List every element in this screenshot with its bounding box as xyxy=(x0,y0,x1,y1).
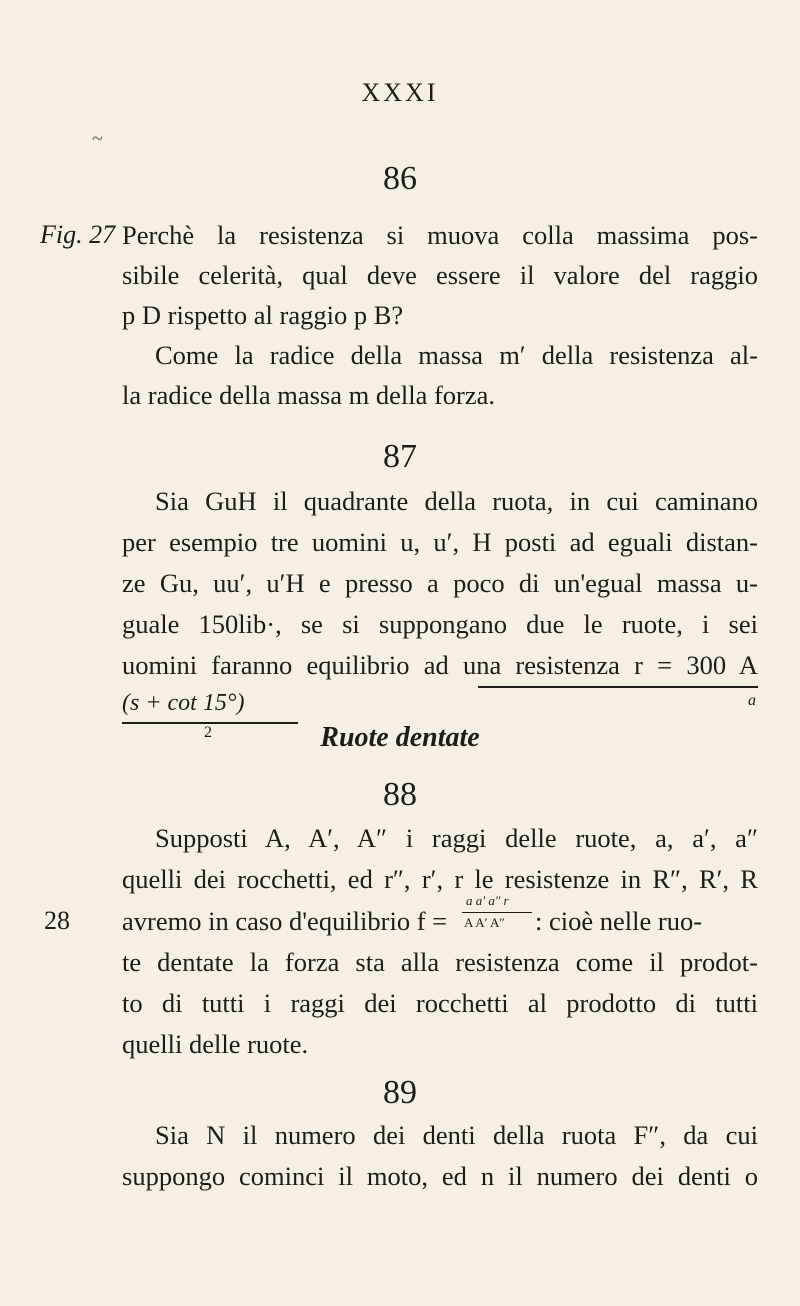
paragraph-line: sibile celerità, qual deve essere il valore del raggio xyxy=(122,260,758,290)
formula-numerator: a a′ a″ r xyxy=(466,893,509,908)
paragraph-line: per esempio tre uomini u, u′, H posti ad eguali distan- xyxy=(122,527,758,557)
section-number-89: 89 xyxy=(383,1074,417,1111)
fraction-numerator: (s + cot 15°) xyxy=(122,690,245,716)
paragraph-line: suppongo cominci il moto, ed n il numero dei denti o xyxy=(122,1161,758,1191)
margin-note-fig xyxy=(40,220,115,250)
paragraph-line: uomini faranno equilibrio ad una resistenza r = 300 A xyxy=(122,650,758,680)
paragraph-line: Sia GuH il quadrante della ruota, in cui caminano xyxy=(155,486,758,516)
paragraph-line: te dentate la forza sta alla resistenza come il prodot- xyxy=(122,947,758,977)
section-number-87: 87 xyxy=(383,438,417,475)
section-title: Ruote dentate xyxy=(320,722,480,753)
fraction-side-letter: a xyxy=(748,692,756,709)
paragraph-line: Sia N il numero dei denti della ruota F″, da cui xyxy=(155,1120,758,1150)
page-header: XXXI xyxy=(361,78,439,107)
margin-note-28: 28 xyxy=(44,906,70,935)
paragraph-line: quelli delle ruote. xyxy=(122,1029,309,1059)
paragraph-line: quelli dei rocchetti, ed r″, r′, r le resistenze in R″, R′, R xyxy=(122,864,758,894)
paragraph-line: la radice della massa m della forza. xyxy=(122,380,496,410)
section-number-88: 88 xyxy=(383,776,417,813)
paragraph-line-tail: : cioè nelle ruo- xyxy=(535,906,703,936)
paragraph-line: p D rispetto al raggio p B? xyxy=(122,300,404,330)
header-tick-mark: ~ xyxy=(92,128,103,150)
paragraph-line-equation: avremo in caso d'equilibrio f = xyxy=(122,906,448,936)
formula-denominator: A A′ A″ xyxy=(464,915,505,930)
margin-note-fig-text: Fig. 27 xyxy=(40,220,116,249)
paragraph-line: to di tutti i raggi dei rocchetti al prodotto di tutti xyxy=(122,988,758,1018)
fraction-rule-right xyxy=(478,686,758,688)
formula-fraction-bar xyxy=(462,912,532,913)
paragraph-line: Come la radice della massa m′ della resistenza al- xyxy=(155,340,758,370)
paragraph-line: Supposti A, A′, A″ i raggi delle ruote, a, a′, a″ xyxy=(155,823,758,853)
paragraph-line: Perchè la resistenza si muova colla massima pos- xyxy=(122,220,758,250)
section-number-86: 86 xyxy=(383,160,417,197)
paragraph-line: ze Gu, uu′, u′H e presso a poco di un'egual massa u- xyxy=(122,568,758,598)
paragraph-line: guale 150lib·, se si suppongano due le ruote, i sei xyxy=(122,609,758,639)
fraction-denominator: 2 xyxy=(204,724,212,741)
